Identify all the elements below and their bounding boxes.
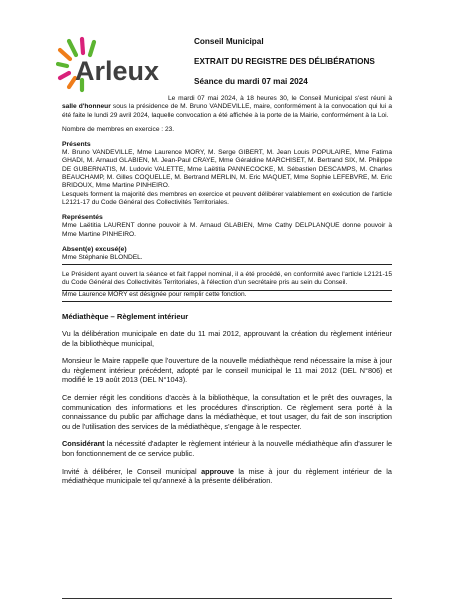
item-paragraph-2: Monsieur le Maire rappelle que l'ouverture de la nouvelle médiathèque rend nécessaire la mise à jour du règlement intérieur précédent, adopté par le conseil municipal le 11 mai 2012 (DEL N°806) et modifié le 19 août 2013 (DEL N°1043).	[62, 356, 392, 385]
present-heading: Présents	[62, 141, 91, 149]
excused-list: Mme Stéphanie BLONDEL.	[62, 253, 143, 261]
session-date: Séance du mardi 07 mai 2024	[194, 77, 308, 86]
intro-text-rest: sous la présidence de M. Bruno VANDEVILLE, maire, conformément à la convocation qui lui a été faite le lundi 29 avril 2024, laquelle convocation a été affichée à la porte de la Mairie, conformément à la Loi.	[62, 103, 392, 119]
item-paragraph-3: Ce dernier régit les conditions d'accès à la bibliothèque, la consultation et le prêt des ouvrages, la communication des informations et les procédures d'inscription. Ce règlement sera porté à la connaissance du public par affichage dans la médiathèque, et tout usager, du fait de son inscription ou de l'utilisation des services de la médiathèque, s'engage à le respecter.	[62, 393, 392, 431]
venue-name: salle d'honneur	[62, 103, 111, 111]
sunburst-logo-icon	[56, 28, 168, 102]
item-paragraph-1: Vu la délibération municipale en date du 11 mai 2012, approuvant la création du règlement intérieur de la bibliothèque municipal,	[62, 329, 392, 348]
logo-text: Arleux	[75, 56, 160, 86]
extract-title: EXTRAIT DU REGISTRE DES DÉLIBÉRATIONS	[194, 57, 375, 66]
intro-paragraph	[62, 95, 392, 120]
quorum-statement: Lesquels forment la majorité des membres en exercice et peuvent délibérer valablement en exécution de l'article L2121-17 du Code Général des Collectivités Territoriales.	[62, 190, 392, 206]
represented-heading: Représentés	[62, 214, 103, 222]
present-list: M. Bruno VANDEVILLE, Mme Laurence MORY, M. Serge GIBERT, M. Jean Louis POPULAIRE, Mme Fatima GHADI, M. Arnaud GLABIEN, M. Jean-Paul CRAYE, Mme Géraldine MARCHISET, M. Bertrand SIX, M. Philippe DE GUBERNATIS, M. Ludovic VALETTE, Mme Laëtitia PANNECOCKE, M. Sébastien DESCAMPS, M. Charles BEAUCHAMP, M. Gilles COQUELLE, M. Bertrand MERLIN, M. Eric MAQUET, Mme Sophie LEFEBVRE, M. Eric BRIDOUX, Mme Martine PINHEIRO.	[62, 149, 392, 190]
item-paragraph-4	[62, 439, 392, 458]
members-count: Nombre de membres en exercice : 23.	[62, 125, 175, 133]
excused-heading: Absent(e) excusé(e)	[62, 245, 127, 253]
document-header	[194, 36, 434, 96]
arleux-logo	[56, 28, 168, 102]
document-body	[62, 95, 392, 494]
divider	[62, 301, 392, 302]
intro-text: Le mardi 07 mai 2024, à 18 heures 30, le Conseil Municipal s'est réuni à	[168, 95, 392, 102]
council-title: Conseil Municipal	[194, 37, 264, 46]
decision-text: la mise à jour du règlement intérieur de la médiathèque municipale tel qu'annexé à la présente délibération.	[62, 466, 392, 486]
considering-text: la nécessité d'adapter le règlement intérieur à la nouvelle médiathèque afin d'assurer le bon fonctionnement de ce service public.	[62, 439, 392, 458]
decision-verb: approuve	[201, 466, 234, 476]
secretary-statement: Mme Laurence MORY est désignée pour remplir cette fonction.	[62, 290, 247, 298]
agenda-item-title: Médiathèque – Règlement intérieur	[62, 312, 189, 322]
decision-intro: Invité à délibérer, le Conseil municipal	[62, 466, 202, 476]
footer-divider	[62, 598, 392, 599]
represented-list: Mme Laëtitia LAURENT donne pouvoir à M. Arnaud GLABIEN, Mme Cathy DELPLANQUE donne pouvoir à Mme Martine PINHEIRO.	[62, 222, 392, 238]
opening-statement: Le Président ayant ouvert la séance et fait l'appel nominal, il a été procédé, en conformité avec l'article L2121-15 du Code Général des Collectivités Territoriales, à l'élection d'un secrétaire pris au sein du Conseil.	[62, 271, 392, 287]
considering-label: Considérant	[62, 439, 105, 449]
item-paragraph-5	[62, 467, 392, 486]
